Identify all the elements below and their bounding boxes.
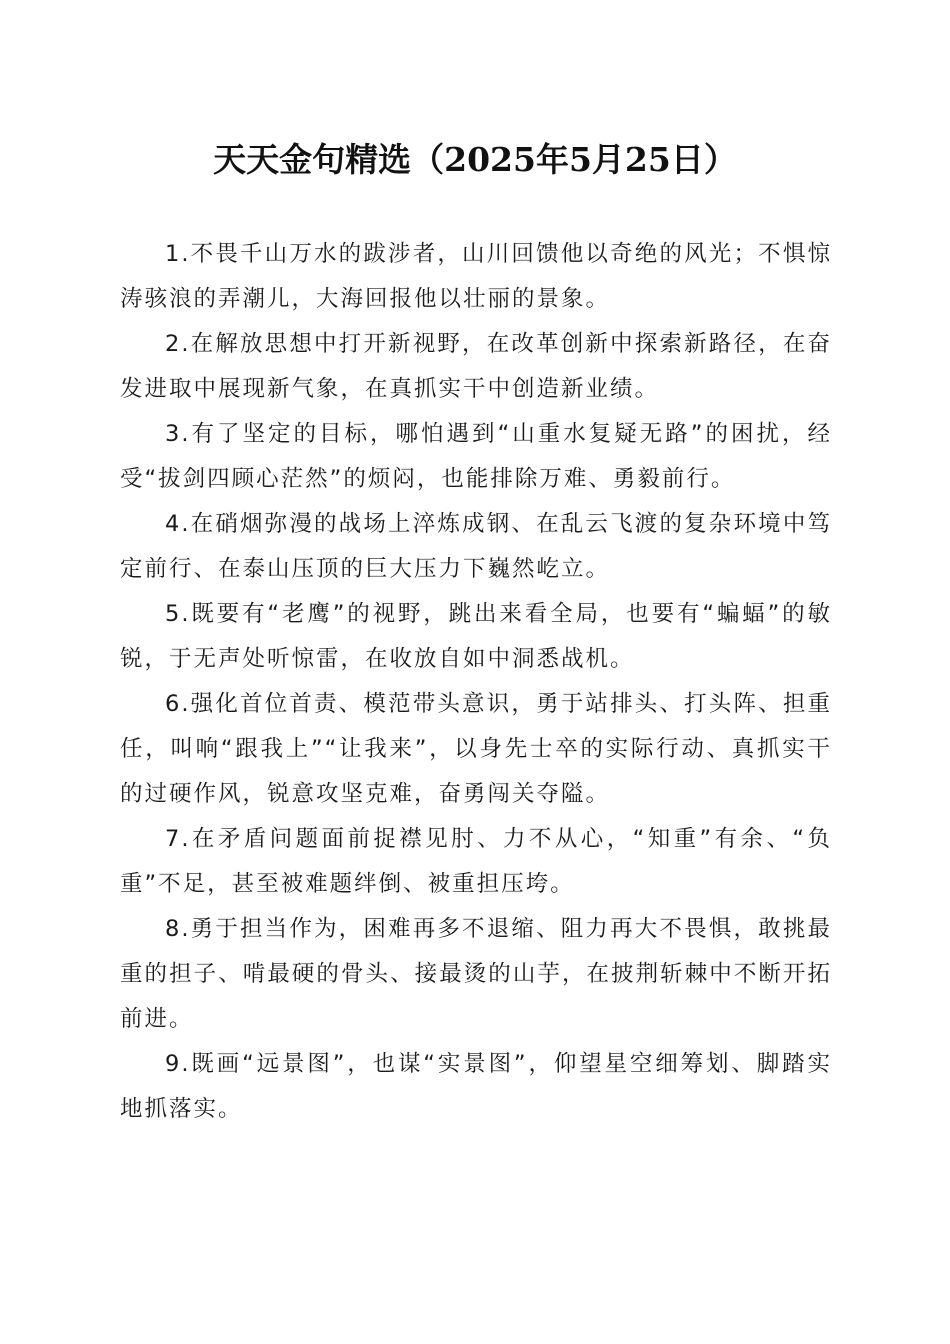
- quote-paragraph-6: 6.强化首位首责、模范带头意识，勇于站排头、打头阵、担重任，叫响“跟我上”“让我来”，以身先士卒的实际行动、真抓实干的过硬作风，锐意攻坚克难，奋勇闯关夺隘。: [120, 691, 832, 807]
- quote-paragraph-1: 1.不畏千山万水的跋涉者，山川回馈他以奇绝的风光；不惧惊涛骇浪的弄潮儿，大海回报他以壮丽的景象。: [120, 241, 832, 312]
- quote-paragraph-9: 9.既画“远景图”，也谋“实景图”，仰望星空细筹划、脚踏实地抓落实。: [120, 1051, 832, 1122]
- quote-paragraph-5: 5.既要有“老鹰”的视野，跳出来看全局，也要有“蝙蝠”的敏锐，于无声处听惊雷，在收放自如中洞悉战机。: [120, 601, 832, 672]
- quote-paragraph-2: 2.在解放思想中打开新视野，在改革创新中探索新路径，在奋发进取中展现新气象，在真抓实干中创造新业绩。: [120, 331, 832, 402]
- quote-paragraph-3: 3.有了坚定的目标，哪怕遇到“山重水复疑无路”的困扰，经受“拔剑四顾心茫然”的烦闷，也能排除万难、勇毅前行。: [120, 421, 832, 492]
- quote-paragraph-8: 8.勇于担当作为，困难再多不退缩、阻力再大不畏惧，敢挑最重的担子、啃最硬的骨头、接最烫的山芋，在披荆斩棘中不断开拓前进。: [120, 916, 832, 1032]
- quote-paragraph-7: 7.在矛盾问题面前捉襟见肘、力不从心，“知重”有余、“负重”不足，甚至被难题绊倒、被重担压垮。: [120, 826, 832, 897]
- quote-paragraph-4: 4.在硝烟弥漫的战场上淬炼成钢、在乱云飞渡的复杂环境中笃定前行、在泰山压顶的巨大压力下巍然屹立。: [120, 511, 832, 582]
- document-title: 天天金句精选（2025年5月25日）: [213, 140, 737, 179]
- document-body: [120, 232, 832, 1132]
